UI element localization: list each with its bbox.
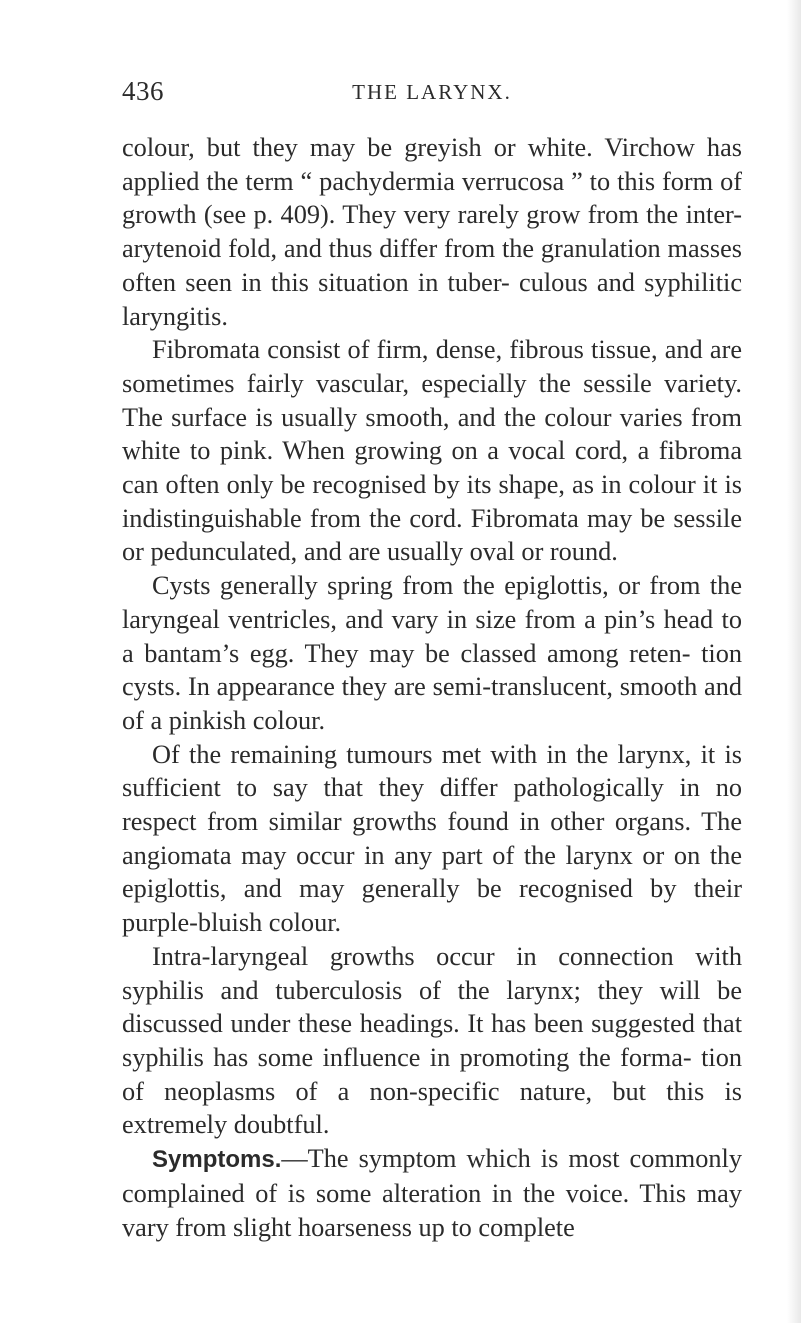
symptoms-text: —The symptom which is most commonly complained of is some alteration in the voice. This may vary from slight hoarseness up to complete: [122, 1144, 742, 1242]
running-head: [122, 76, 742, 110]
paragraph-remaining-tumours: Of the remaining tumours met with in the larynx, it is sufficient to say that they differ pathologically in no respect from similar growths found in other organs. The angiomata may occur in any part of the larynx or on the epiglottis, and may generally be recognised by their purple-bluish colour.: [122, 739, 742, 938]
paragraph-continuation: colour, but they may be greyish or white. Virchow has applied the term “ pachydermia verrucosa ” to this form of growth (see p. 409). They very rarely grow from the inter-arytenoid fold, and thus differ from the granulation masses often seen in this situation in tuber- culous and syphilitic laryngitis.: [122, 133, 742, 331]
paragraph-fibromata: Fibromata consist of firm, dense, fibrous tissue, and are sometimes fairly vascular, especially the sessile variety. The surface is usually smooth, and the colour varies from white to pink. When growing on a vocal cord, a fibroma can often only be recognised by its shape, as in colour it is indistinguishable from the cord. Fibromata may be sessile or pedunculated, and are usually oval or round.: [122, 335, 742, 567]
paragraph-cysts: Cysts generally spring from the epiglottis, or from the laryngeal ventricles, and vary in size from a pin’s head to a bantam’s egg. They may be classed among reten- tion cysts. In appearance they are semi-translucent, smooth and of a pinkish colour.: [122, 571, 742, 735]
running-title: THE LARYNX.: [352, 80, 512, 104]
page-number: 436: [122, 76, 164, 106]
symptoms-heading: Symptoms.: [152, 1146, 282, 1174]
paragraph-symptoms: [122, 1142, 742, 1244]
paragraph-intra-laryngeal: Intra-laryngeal growths occur in connection with syphilis and tuberculosis of the larynx; they will be discussed under these headings. It has been suggested that syphilis has some influence in promoting the forma- tion of neoplasms of a non-specific nature, but this is extremely doubtful.: [122, 941, 742, 1140]
body-text: [122, 131, 742, 1244]
page-edge-shadow: [787, 0, 801, 1323]
